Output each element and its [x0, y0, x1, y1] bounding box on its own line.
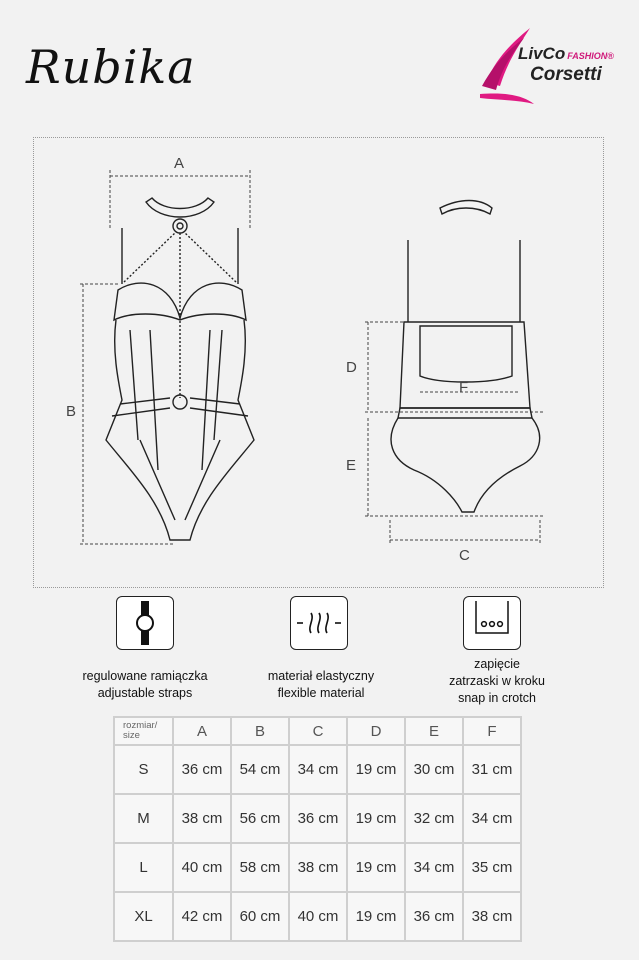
table-cell: 32 cm [405, 794, 463, 843]
size-table-header [114, 717, 521, 745]
table-row [114, 843, 521, 892]
size-label: XL [114, 892, 173, 941]
table-cell: 36 cm [405, 892, 463, 941]
table-cell: 36 cm [173, 745, 231, 794]
col-header-d: D [347, 717, 405, 745]
dim-label-a: A [174, 155, 185, 172]
logo-line1: LivCo FASHION® [518, 44, 614, 63]
table-cell: 40 cm [173, 843, 231, 892]
logo-line2: Corsetti [530, 64, 602, 85]
col-header-c: C [289, 717, 347, 745]
table-cell: 56 cm [231, 794, 289, 843]
adjustable-strap-icon [116, 596, 174, 650]
col-header-f: F [463, 717, 521, 745]
col-header-b: B [231, 717, 289, 745]
table-cell: 38 cm [463, 892, 521, 941]
feature-flexible-material: materiał elastyczny flexible material [267, 669, 375, 700]
crotch-snap-icon [463, 596, 521, 650]
table-cell: 35 cm [463, 843, 521, 892]
size-label: M [114, 794, 173, 843]
feature-adjustable-straps: regulowane ramiączka adjustable straps [82, 669, 208, 700]
col-header-e: E [405, 717, 463, 745]
table-cell: 54 cm [231, 745, 289, 794]
table-cell: 34 cm [289, 745, 347, 794]
size-label: L [114, 843, 173, 892]
dim-label-d: D [346, 359, 357, 376]
elastic-material-icon [290, 596, 348, 650]
table-cell: 34 cm [463, 794, 521, 843]
dim-label-c: C [459, 547, 470, 564]
table-cell: 19 cm [347, 745, 405, 794]
table-cell: 31 cm [463, 745, 521, 794]
corner-header: rozmiar/ size [114, 717, 173, 745]
dim-label-f: F [459, 379, 469, 396]
col-header-a: A [173, 717, 231, 745]
table-cell: 38 cm [173, 794, 231, 843]
table-cell: 19 cm [347, 843, 405, 892]
table-cell: 38 cm [289, 843, 347, 892]
dim-label-e: E [346, 457, 357, 474]
dim-label-b: B [66, 403, 77, 420]
table-row [114, 745, 521, 794]
table-row [114, 794, 521, 843]
size-label: S [114, 745, 173, 794]
product-title: Rubika [26, 40, 196, 94]
table-cell: 30 cm [405, 745, 463, 794]
table-cell: 34 cm [405, 843, 463, 892]
table-cell: 19 cm [347, 794, 405, 843]
table-row [114, 892, 521, 941]
table-cell: 19 cm [347, 892, 405, 941]
table-cell: 36 cm [289, 794, 347, 843]
size-table [113, 716, 522, 942]
table-cell: 42 cm [173, 892, 231, 941]
table-cell: 60 cm [231, 892, 289, 941]
table-cell: 58 cm [231, 843, 289, 892]
feature-snap-in-crotch: zapięcie zatrzaski w kroku snap in crotch [449, 657, 545, 705]
table-cell: 40 cm [289, 892, 347, 941]
